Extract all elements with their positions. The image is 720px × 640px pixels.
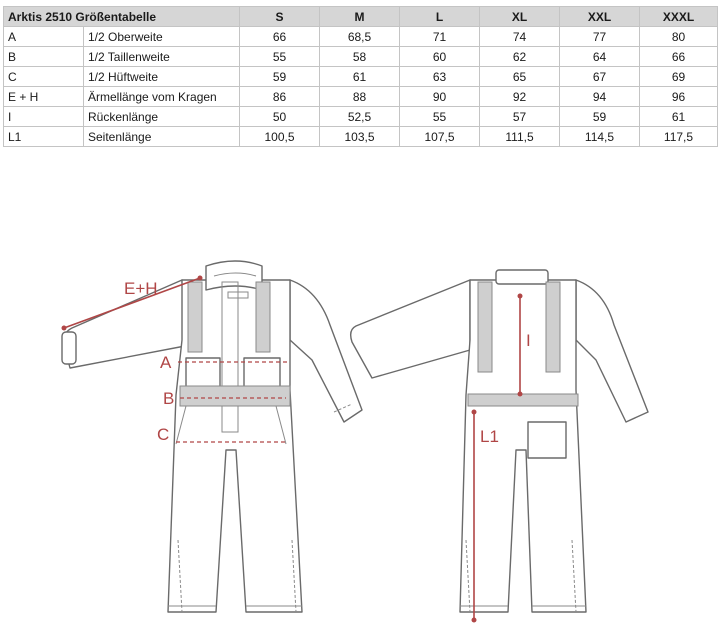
back-reflective-strap-right <box>546 282 560 372</box>
measure-code: A <box>4 27 84 47</box>
measure-value: 94 <box>560 87 640 107</box>
table-row <box>4 27 718 47</box>
measure-value: 65 <box>480 67 560 87</box>
measure-label: Seitenlänge <box>84 127 240 147</box>
coverall-front-view <box>62 261 362 612</box>
back-collar <box>496 270 548 284</box>
measure-value: 50 <box>240 107 320 127</box>
measure-label: 1/2 Taillenweite <box>84 47 240 67</box>
measure-value: 111,5 <box>480 127 560 147</box>
measure-value: 66 <box>640 47 718 67</box>
measure-label-c: C <box>157 425 170 444</box>
measure-tip <box>198 276 203 281</box>
front-reflective-band <box>180 386 290 406</box>
coverall-diagram <box>0 150 720 640</box>
measure-code: C <box>4 67 84 87</box>
measure-value: 67 <box>560 67 640 87</box>
size-header: M <box>320 7 400 27</box>
front-left-cuff <box>62 332 76 364</box>
measure-value: 69 <box>640 67 718 87</box>
measure-code: I <box>4 107 84 127</box>
front-chest-pocket-left <box>186 358 220 390</box>
front-reflective-strap-right <box>256 282 270 352</box>
back-right-sleeve <box>576 280 648 422</box>
measure-value: 103,5 <box>320 127 400 147</box>
measure-value: 100,5 <box>240 127 320 147</box>
measure-value: 58 <box>320 47 400 67</box>
measure-value: 88 <box>320 87 400 107</box>
measure-label-b: B <box>163 389 175 408</box>
measure-label: 1/2 Hüftweite <box>84 67 240 87</box>
measure-value: 61 <box>320 67 400 87</box>
measure-value: 77 <box>560 27 640 47</box>
front-right-sleeve <box>290 280 362 422</box>
measure-label-l1: L1 <box>480 427 499 446</box>
measure-value: 107,5 <box>400 127 480 147</box>
measure-tip <box>62 326 67 331</box>
measure-value: 86 <box>240 87 320 107</box>
measure-tip <box>518 294 523 299</box>
table-row <box>4 87 718 107</box>
measure-value: 61 <box>640 107 718 127</box>
size-header: S <box>240 7 320 27</box>
measure-value: 52,5 <box>320 107 400 127</box>
table-title: Arktis 2510 Größentabelle <box>4 7 240 27</box>
measure-value: 66 <box>240 27 320 47</box>
back-hip-pocket <box>528 422 566 458</box>
back-left-sleeve <box>351 280 470 378</box>
measure-label: Ärmellänge vom Kragen <box>84 87 240 107</box>
measure-value: 62 <box>480 47 560 67</box>
table-body <box>4 27 718 147</box>
front-reflective-strap-left <box>188 282 202 352</box>
measure-tip <box>472 410 477 415</box>
measure-value: 68,5 <box>320 27 400 47</box>
table-row <box>4 127 718 147</box>
measure-value: 90 <box>400 87 480 107</box>
size-header: L <box>400 7 480 27</box>
table-row <box>4 47 718 67</box>
measure-value: 55 <box>400 107 480 127</box>
measure-code: L1 <box>4 127 84 147</box>
back-reflective-band <box>468 394 578 406</box>
size-header: XXL <box>560 7 640 27</box>
measure-value: 71 <box>400 27 480 47</box>
measure-label-eh: E+H <box>124 279 158 298</box>
size-header: XXXL <box>640 7 718 27</box>
back-reflective-strap-left <box>478 282 492 372</box>
table-row <box>4 107 718 127</box>
measure-label: 1/2 Oberweite <box>84 27 240 47</box>
measure-value: 59 <box>560 107 640 127</box>
size-header: XL <box>480 7 560 27</box>
table-row <box>4 67 718 87</box>
measure-value: 55 <box>240 47 320 67</box>
measure-label-a: A <box>160 353 172 372</box>
measure-value: 80 <box>640 27 718 47</box>
measure-value: 92 <box>480 87 560 107</box>
measure-tip <box>472 618 477 623</box>
measure-label-i: I <box>526 331 531 350</box>
measure-code: E + H <box>4 87 84 107</box>
table-header-row <box>4 7 718 27</box>
measure-value: 117,5 <box>640 127 718 147</box>
front-chest-pocket-right <box>244 358 280 390</box>
measure-label: Rückenlänge <box>84 107 240 127</box>
measure-value: 96 <box>640 87 718 107</box>
measure-value: 114,5 <box>560 127 640 147</box>
measure-value: 57 <box>480 107 560 127</box>
measure-value: 59 <box>240 67 320 87</box>
coverall-back-view <box>351 270 648 612</box>
measure-tip <box>518 392 523 397</box>
measure-value: 60 <box>400 47 480 67</box>
measure-value: 74 <box>480 27 560 47</box>
size-table <box>3 6 718 147</box>
measure-code: B <box>4 47 84 67</box>
measure-value: 64 <box>560 47 640 67</box>
measure-value: 63 <box>400 67 480 87</box>
